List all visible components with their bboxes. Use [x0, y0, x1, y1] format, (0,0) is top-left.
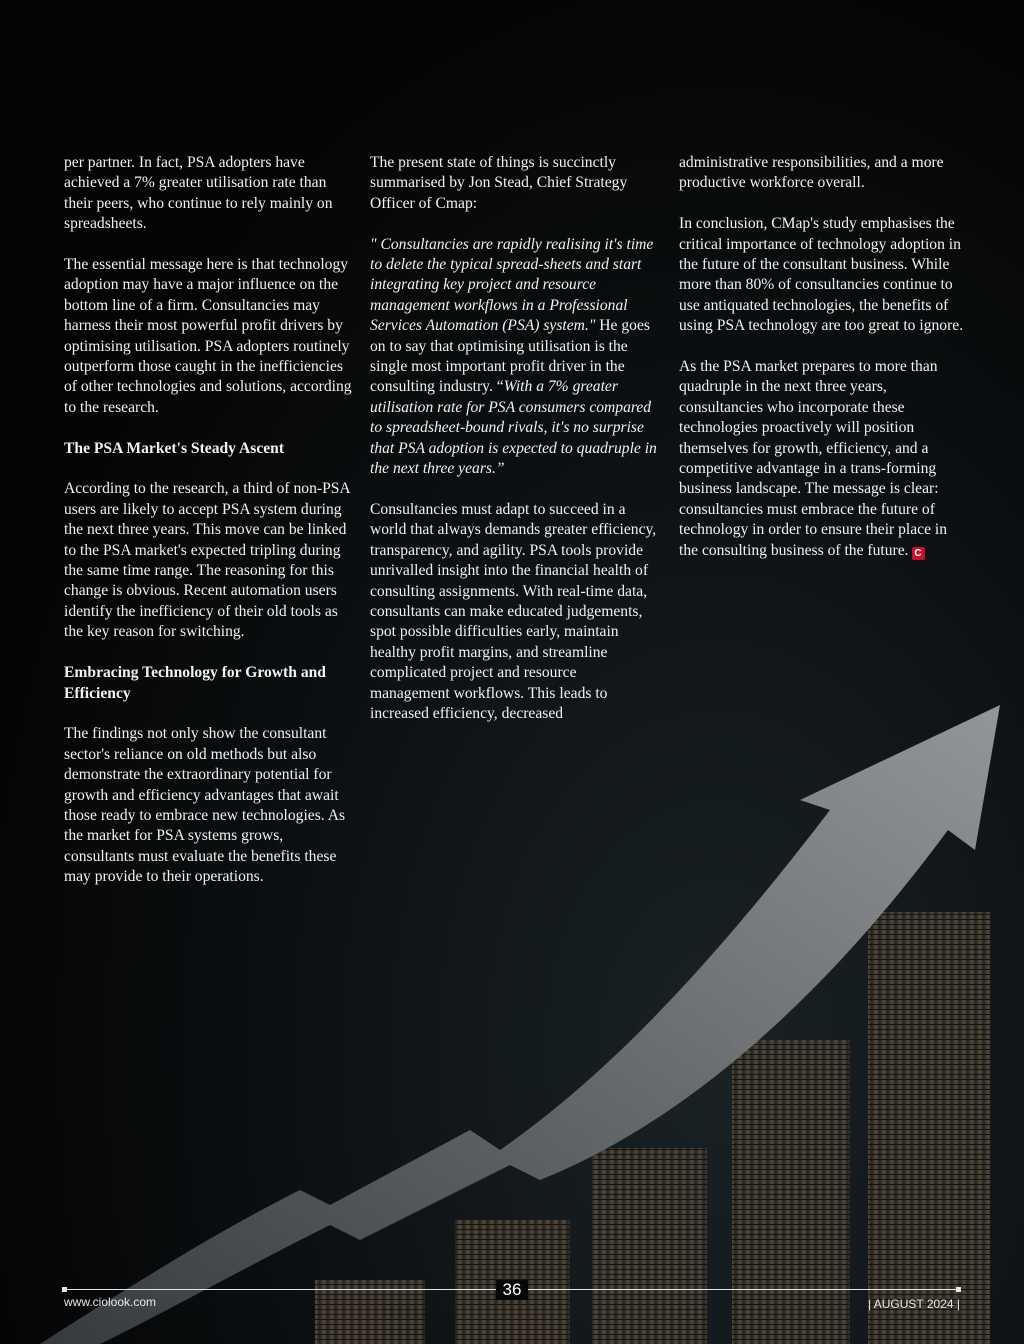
- section-heading: The PSA Market's Steady Ascent: [64, 439, 285, 457]
- paragraph-text: As the PSA market prepares to more than quadruple in the next three years, consultancies who incorporate these technologies proactively will position themselves for growth, efficiency, and a competitive advantage in a trans-forming business landscape. The message is clear: consultancies must embrace the future of technology in order to ensure their place in the consulting business of the future.: [679, 358, 948, 559]
- end-mark-icon: C: [912, 547, 925, 560]
- quote-paragraph: [370, 235, 660, 480]
- footer-rule-endpoint: [956, 1287, 961, 1292]
- paragraph-text: He goes on to say that optimising utilisation is the single most important profit driver in the consulting industry. “: [370, 317, 650, 396]
- paragraph: [679, 357, 969, 561]
- paragraph: administrative responsibilities, and a more productive workforce overall.: [679, 154, 944, 192]
- footer-rule-endpoint: [62, 1287, 67, 1292]
- paragraph: per partner. In fact, PSA adopters have achieved a 7% greater utilisation rate than their peers, who continue to rely mainly on spreadsheets.: [64, 154, 333, 233]
- pull-quote: " Consultancies are rapidly realising it's time to delete the typical spread-sheets and start integrating key project and resource management workflows in a Professional Services Automation (PSA) system.": [370, 235, 654, 335]
- coin-stacks: [315, 912, 990, 1344]
- paragraph: The findings not only show the consultant sector's reliance on old methods but also demonstrate the extraordinary potential for growth and efficiency advantages that await those ready to embrace new technologies. As the market for PSA systems grows, consultants must evaluate the benefits these may provide to their operations.: [64, 725, 346, 886]
- article-column-1: [64, 153, 354, 908]
- pull-quote: With a 7% greater utilisation rate for PSA consumers compared to spreadsheet-bound rivals, it's no surprise that PSA adoption is expected to quadruple in the next three years.”: [370, 378, 657, 478]
- article-column-3: [679, 153, 969, 581]
- page-number: 36: [496, 1280, 528, 1300]
- paragraph: In conclusion, CMap's study emphasises the critical importance of technology adoption in the future of the consultant business. While more than 80% of consultancies continue to use antiquated technologies, the benefits of using PSA technology are too great to ignore.: [679, 215, 964, 335]
- paragraph: The present state of things is succinctly summarised by Jon Stead, Chief Strategy Officer of Cmap:: [370, 154, 628, 212]
- paragraph: According to the research, a third of non-PSA users are likely to accept PSA system during the next three years. This move can be linked to the PSA market's expected tripling during the same time range. The reasoning for this change is obvious. Recent automation users identify the inefficiency of their old tools as the key reason for switching.: [64, 480, 350, 641]
- paragraph: The essential message here is that technology adoption may have a major influence on the bottom line of a firm. Consultancies may harness their most powerful profit drivers by optimising utilisation. PSA adopters routinely outperform those caught in the inefficiencies of other technologies and solutions, according to the research.: [64, 256, 352, 416]
- paragraph: Consultancies must adapt to succeed in a world that always demands greater efficiency, transparency, and agility. PSA tools provide unrivalled insight into the financial health of consulting assignments. With real-time data, consultants can make educated judgements, spot possible difficulties early, maintain healthy profit margins, and streamline complicated project and resource management workflows. This leads to increased efficiency, decreased: [370, 500, 657, 722]
- issue-date: | AUGUST 2024 |: [867, 1297, 960, 1311]
- article-column-2: [370, 153, 660, 745]
- website-link[interactable]: www.ciolook.com: [64, 1295, 157, 1309]
- section-heading: Embracing Technology for Growth and Efficiency: [64, 664, 326, 702]
